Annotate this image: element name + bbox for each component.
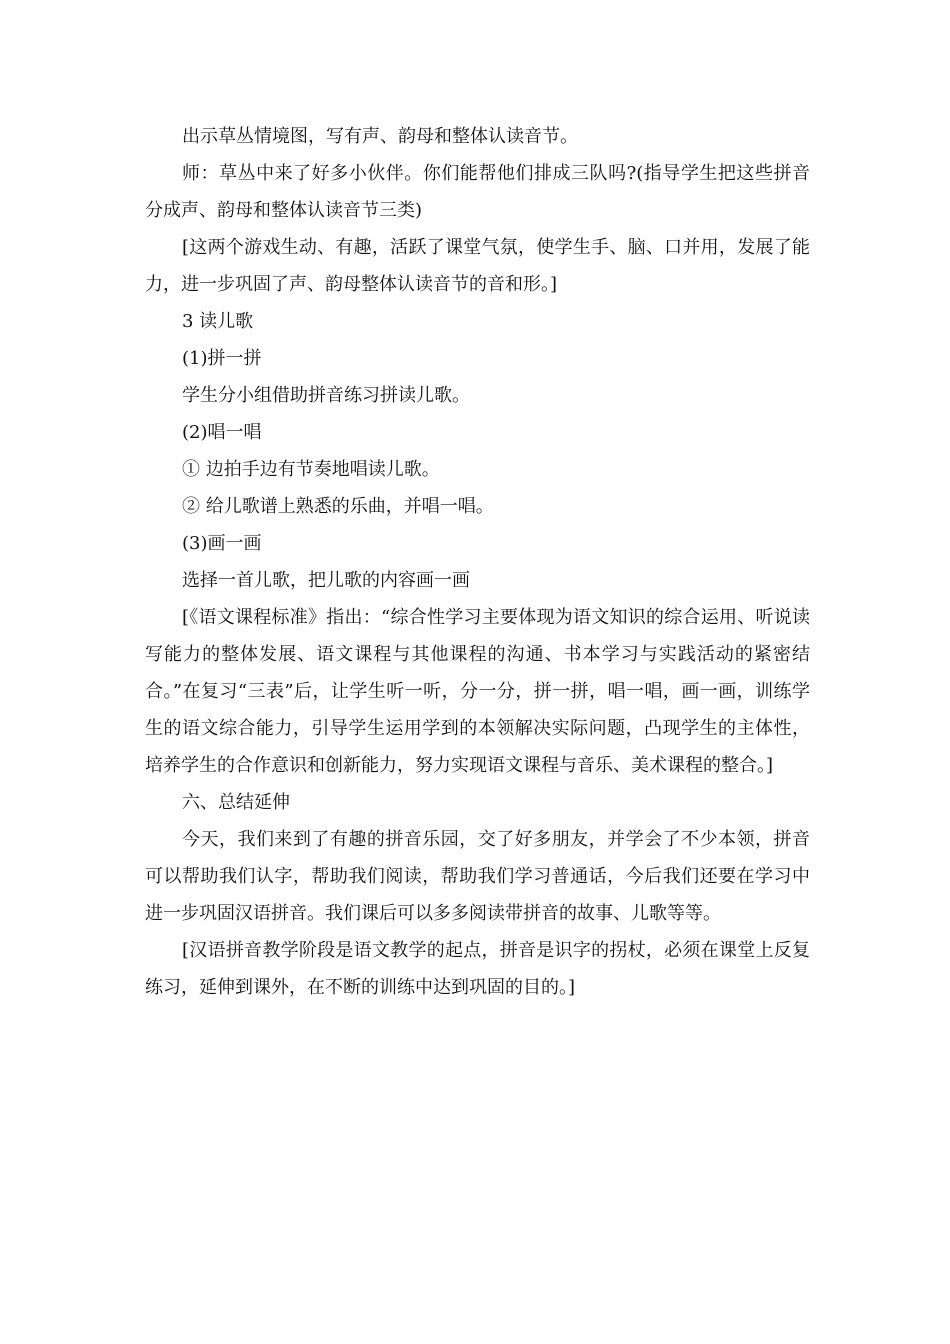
paragraph-spell-practice: 学生分小组借助拼音练习拼读儿歌。 [182, 385, 470, 406]
list-item-melody: ② 给儿歌谱上熟悉的乐曲，并唱一唱。 [182, 496, 494, 517]
heading-summary: 六、总结延伸 [182, 792, 290, 813]
document-body [145, 118, 810, 1006]
subheading-sing: (2)唱一唱 [182, 422, 262, 443]
heading-read-rhymes: 3 读儿歌 [182, 311, 254, 332]
paragraph-game-note: [这两个游戏生动、有趣，活跃了课堂气氛，使学生手、脑、口并用，发展了能力，进一步巩固了声、韵母整体认读音节的音和形。] [145, 237, 810, 295]
subheading-spell: (1)拼一拼 [182, 348, 262, 369]
paragraph-closing-note: [汉语拼音教学阶段是语文教学的起点，拼音是识字的拐杖，必须在课堂上反复练习，延伸到课外，在不断的训练中达到巩固的目的。] [145, 940, 810, 998]
paragraph-teacher-prompt: 师：草丛中来了好多小伙伴。你们能帮他们排成三队吗?(指导学生把这些拼音分成声、韵母和整体认读音节三类) [145, 163, 810, 221]
list-item-clap: ① 边拍手边有节奏地唱读儿歌。 [182, 459, 440, 480]
paragraph-summary: 今天，我们来到了有趣的拼音乐园，交了好多朋友，并学会了不少本领，拼音可以帮助我们认字，帮助我们阅读，帮助我们学习普通话，今后我们还要在学习中进一步巩固汉语拼音。我们课后可以多多阅读带拼音的故事、儿歌等等。 [145, 829, 810, 924]
paragraph-scene-intro: 出示草丛情境图，写有声、韵母和整体认读音节。 [182, 126, 578, 147]
subheading-draw: (3)画一画 [182, 533, 262, 554]
paragraph-curriculum-note: [《语文课程标准》指出：“综合性学习主要体现为语文知识的综合运用、听说读写能力的整体发展、语文课程与其他课程的沟通、书本学习与实践活动的紧密结合。”在复习“三表”后，让学生听一听，分一分，拼一拼，唱一唱，画一画，训练学生的语文综合能力，引导学生运用学到的本领解决实际问题，凸现学生的主体性，培养学生的合作意识和创新能力，努力实现语文课程与音乐、美术课程的整合。] [145, 607, 810, 776]
paragraph-draw-task: 选择一首儿歌，把儿歌的内容画一画 [182, 570, 470, 591]
